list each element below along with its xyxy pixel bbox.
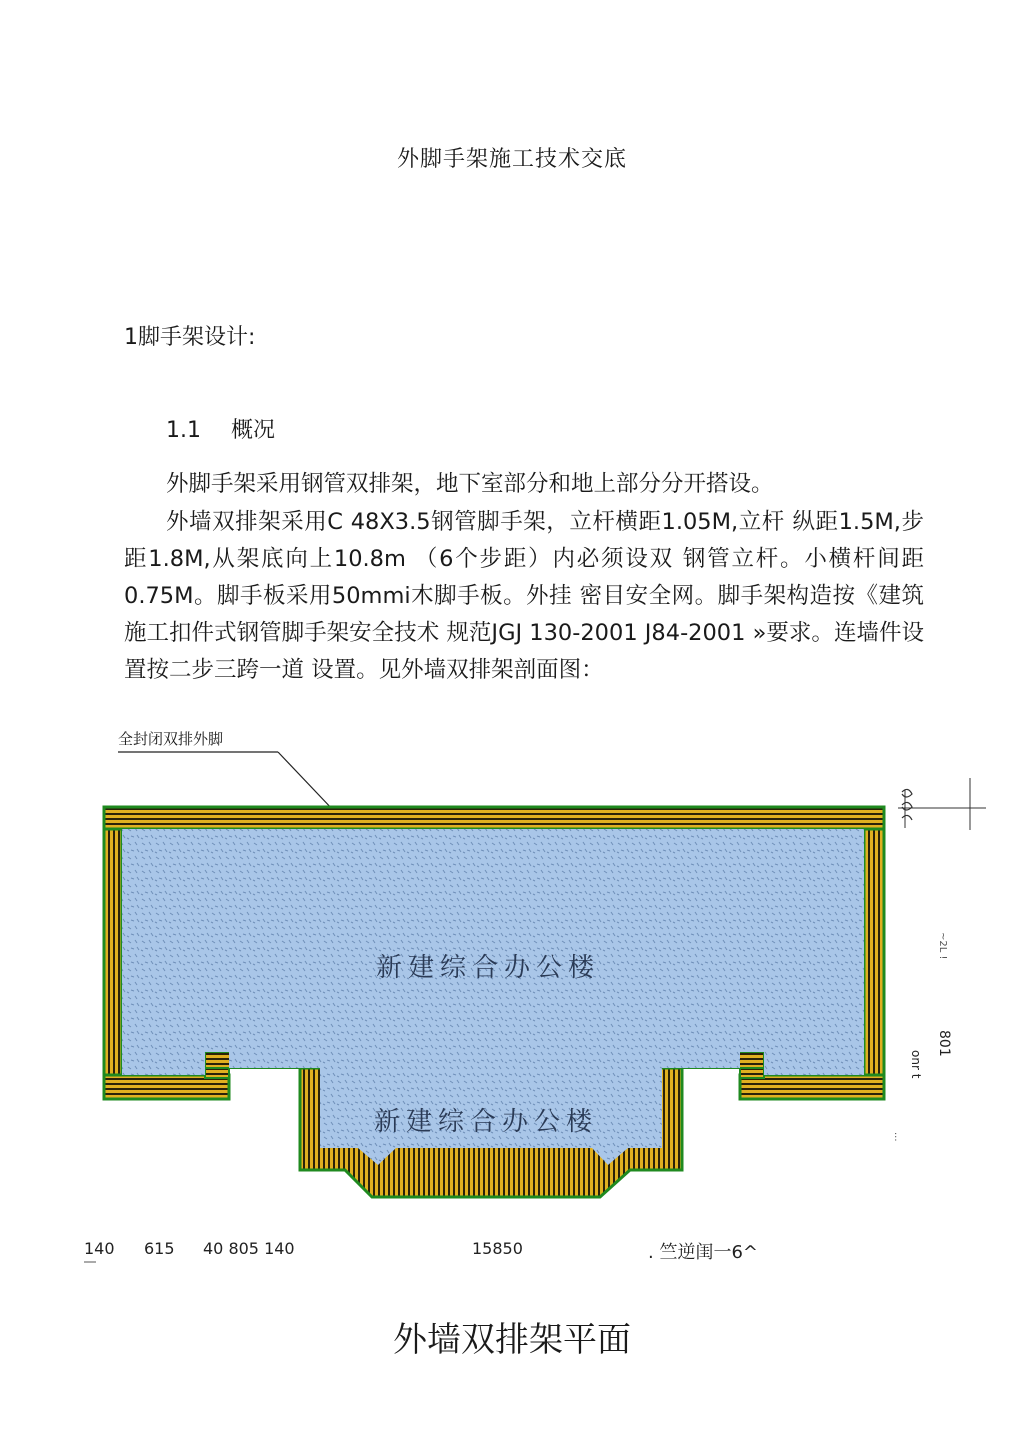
scaffold-left-side (104, 829, 122, 1099)
bottom-dim-615: 615 (144, 1239, 175, 1258)
right-dim-onrt: onr t (909, 1050, 923, 1079)
paragraph-1: 外脚手架采用钢管双排架，地下室部分和地上部分分开搭设。 (166, 471, 774, 497)
section-heading-1: 1脚手架设计: (124, 325, 256, 350)
bottom-dim-15850: 15850 (472, 1239, 523, 1258)
scaffold-callout-label: 全封闭双排外脚 (118, 730, 224, 748)
building-upper-label: 新建综合办公楼 (375, 953, 601, 983)
dimension-tick-marks (902, 789, 912, 820)
bottom-dim-group: 40 805 140 (203, 1239, 295, 1258)
scaffold-top-band (104, 807, 884, 829)
bottom-dim-garbled: . 竺逆闺一6^ (648, 1242, 758, 1263)
right-dim-faint: ~2L ! (937, 932, 948, 960)
building-lower-label: 新建综合办公楼 (373, 1107, 599, 1137)
section-label: 概况 (231, 418, 276, 443)
plan-title: 外墙双排架平面 (393, 1320, 631, 1360)
right-dim-801: 801 (936, 1030, 952, 1057)
callout-leader (278, 752, 335, 812)
bottom-dim-140: 140 (84, 1239, 115, 1258)
right-dim-faint-2: ... (892, 1132, 903, 1142)
building-upper (122, 829, 864, 1052)
section-number: 1.1 (166, 418, 201, 443)
scaffold-right-side (864, 829, 884, 1099)
document-title: 外脚手架施工技术交底 (396, 147, 627, 172)
paragraph-2: 外墙双排架采用C 48X3.5钢管脚手架，立杆横距1.05M,立杆 纵距1.5M,步距1.8M,从架底向上10.8m （6个步距）内必须设双 钢管立杆。小横杆间距0.75M。脚手板采用50mmi木脚手板。外挂 密目安全网。脚手架构造按《建筑施工扣件式钢管脚手架安全技术 规范JGJ 130-2001 J84-2001 »要求。连墙件设置按二步三跨一道 设置。见外墙双排架剖面图： (124, 509, 924, 683)
